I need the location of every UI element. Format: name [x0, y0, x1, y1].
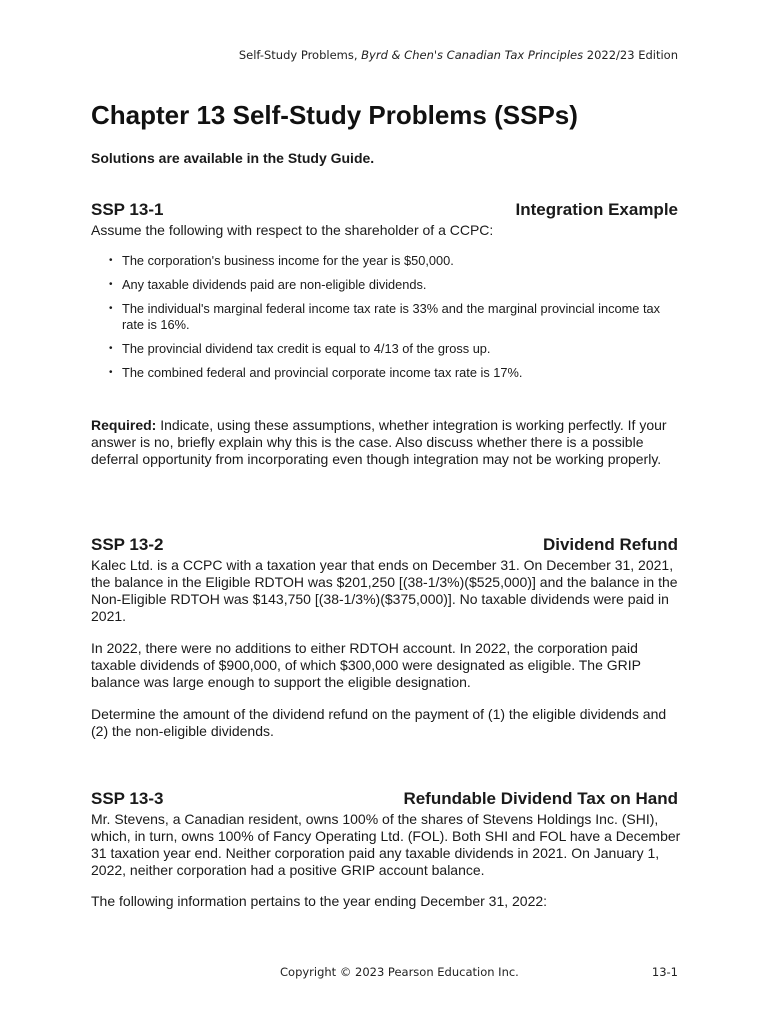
ssp-13-1-assumptions	[109, 253, 679, 389]
ssp-13-1-required	[91, 417, 681, 468]
list-item: • Any taxable dividends paid are non-eligible dividends.	[109, 277, 679, 293]
required-text: Indicate, using these assumptions, whether integration is working perfectly. If your answer is no, briefly explain why this is the case. Also discuss whether there is a possible deferral opportunity from incorporating even though integration may not be working properly.	[91, 417, 667, 467]
ssp-13-1-intro: Assume the following with respect to the shareholder of a CCPC:	[91, 222, 494, 238]
ssp-13-3-paragraph-1: Mr. Stevens, a Canadian resident, owns 100% of the shares of Stevens Holdings Inc. (SHI), which, in turn, owns 100% of Fancy Operating Ltd. (FOL). Both SHI and FOL have a December 31 taxation year end. Neither corporation paid any taxable dividends in 2021. On January 1, 2022, neither corporation had a positive GRIP account balance.	[91, 811, 681, 878]
ssp-topic: Dividend Refund	[542, 535, 678, 554]
ssp-number: SSP 13-1	[91, 200, 164, 219]
ssp-number: SSP 13-2	[91, 535, 164, 554]
page-number: 13-1	[651, 965, 678, 979]
ssp-number: SSP 13-3	[91, 789, 164, 808]
list-item: • The provincial dividend tax credit is equal to 4/13 of the gross up.	[109, 341, 679, 357]
list-item: • The combined federal and provincial corporate income tax rate is 17%.	[109, 365, 679, 381]
header-edition: 2022/23 Edition	[583, 48, 678, 62]
ssp-13-2-paragraph-1: Kalec Ltd. is a CCPC with a taxation year that ends on December 31. On December 31, 2021, the balance in the Eligible RDTOH was $201,250 [(38-1/3%)($525,000)] and the balance in the Non-Eligible RDTOH was $143,750 [(38-1/3%)($375,000)]. No taxable dividends were paid in 2021.	[91, 557, 678, 624]
list-item: • The corporation's business income for the year is $50,000.	[109, 253, 679, 269]
chapter-title: Chapter 13 Self-Study Problems (SSPs)	[91, 100, 578, 130]
running-header	[239, 48, 678, 62]
ssp-13-3-heading	[91, 789, 678, 809]
header-prefix: Self-Study Problems,	[238, 48, 362, 62]
header-book-title: Byrd & Chen's Canadian Tax Principles	[361, 48, 584, 62]
ssp-13-2-paragraph-2: In 2022, there were no additions to either RDTOH account. In 2022, the corporation paid taxable dividends of $900,000, of which $300,000 were designated as eligible. The GRIP balance was large enough to support the eligible designation.	[91, 640, 641, 690]
copyright-notice: Copyright © 2023 Pearson Education Inc.	[280, 965, 519, 979]
ssp-13-1-heading	[91, 200, 678, 220]
ssp-topic: Integration Example	[515, 200, 678, 219]
list-item: • The individual's marginal federal income tax rate is 33% and the marginal provincial income tax rate is 16%.	[109, 301, 679, 333]
ssp-topic: Refundable Dividend Tax on Hand	[403, 789, 678, 808]
required-label: Required:	[91, 417, 157, 433]
ssp-13-2-heading	[91, 535, 678, 555]
solutions-note: Solutions are available in the Study Guide.	[91, 150, 375, 166]
ssp-13-2-paragraph-3: Determine the amount of the dividend refund on the payment of (1) the eligible dividends and (2) the non-eligible dividends.	[91, 706, 667, 739]
ssp-13-3-paragraph-2: The following information pertains to the year ending December 31, 2022:	[91, 893, 548, 909]
page-footer	[280, 965, 678, 979]
